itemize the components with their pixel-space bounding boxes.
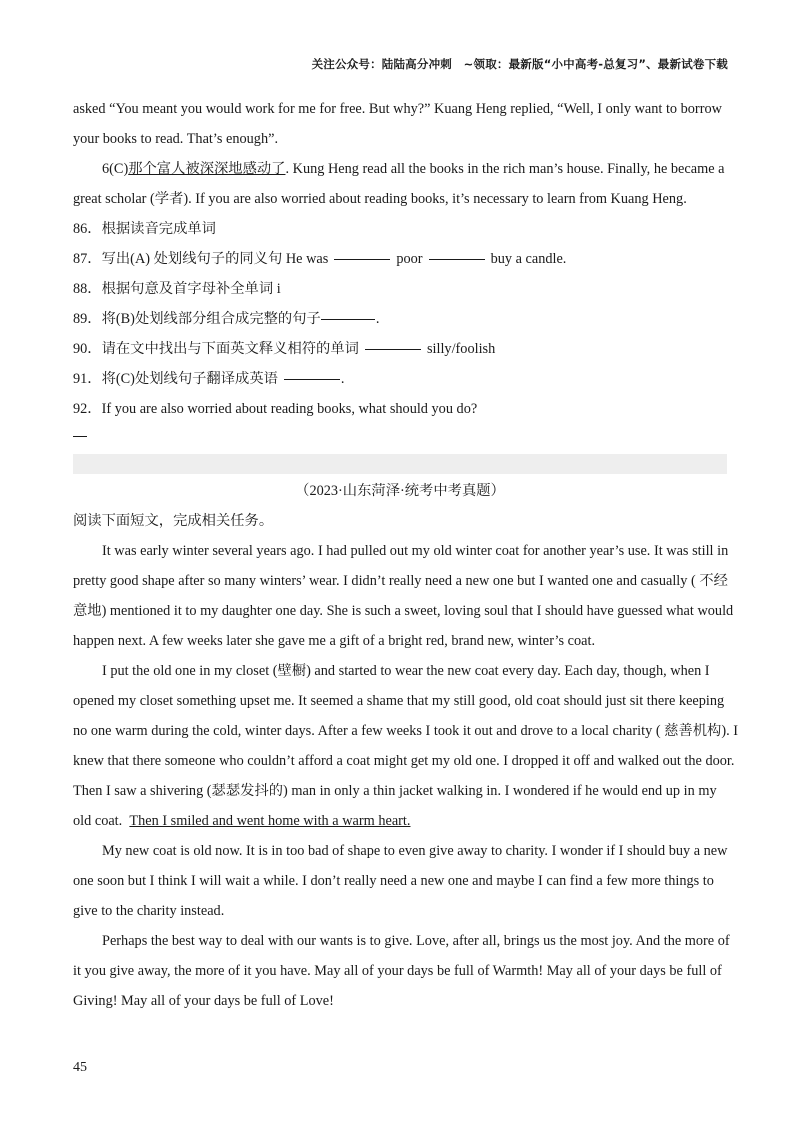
paragraph-2-text: old coat. xyxy=(73,813,123,829)
question-87-text: 87．写出(A) 处划线句子的同义句 He was xyxy=(73,251,329,267)
underlined-sentence: Then I smiled and went home with a warm heart. xyxy=(129,813,411,829)
question-92: 92．If you are also worried about reading books, what should you do? xyxy=(73,401,478,417)
passage-text: . Kung Heng read all the books in the rich man’s house. Finally, he became a xyxy=(285,161,725,177)
paragraph-1-line: It was early winter several years ago. I had pulled out my old winter coat for another year’s use. It was still in xyxy=(102,543,729,559)
answer-blank[interactable] xyxy=(284,378,340,380)
answer-line xyxy=(73,424,727,454)
question-91-text: 91．将(C)处划线句子翻译成英语 xyxy=(73,371,278,387)
paragraph-1-line: pretty good shape after so many winters’ wear. I didn’t really need a new one but I wanted one and casually ( 不经 xyxy=(73,573,728,589)
paragraph-4-line: it you give away, the more of it you have. May all of your days be full of Warmth! May all of your days be full of xyxy=(73,963,722,979)
answer-blank[interactable] xyxy=(429,258,485,260)
paragraph-2-line: opened my closet something upset me. It seemed a shame that my still good, old coat should just sit there keeping xyxy=(73,693,725,709)
question-91 xyxy=(73,364,727,394)
passage-paragraph-6 xyxy=(73,154,727,184)
question-90-definition: silly/foolish xyxy=(426,341,496,357)
question-90 xyxy=(73,334,727,364)
paragraph-3-line: one soon but I think I will wait a while. I don’t really need a new one and maybe I can find a few more things to xyxy=(73,873,714,889)
question-87 xyxy=(73,244,727,274)
passage-line: great scholar (学者). If you are also worried about reading books, it’s necessary to learn from Kuang Heng. xyxy=(73,191,687,207)
passage-line: your books to read. That’s enough”. xyxy=(73,131,279,147)
question-89 xyxy=(73,304,727,334)
paragraph-2-line: no one warm during the cold, winter days. After a few weeks I took it out and drove to a local charity ( 慈善机构). I xyxy=(73,723,739,739)
question-91-end: . xyxy=(340,371,345,387)
question-86: 86．根据读音完成单词 xyxy=(73,221,216,237)
paragraph-4-line: Giving! May all of your days be full of Love! xyxy=(73,993,334,1009)
paragraph-2-line: Then I saw a shivering (瑟瑟发抖的) man in only a thin jacket walking in. I wondered if he would end up in my xyxy=(73,783,717,799)
question-90-text: 90．请在文中找出与下面英文释义相符的单词 xyxy=(73,341,359,357)
paragraph-2-line xyxy=(73,806,727,836)
passage-line: asked “You meant you would work for me for free. But why?” Kuang Heng replied, “Well, I only want to borrow xyxy=(73,101,722,117)
section-divider xyxy=(73,454,727,474)
page-number: 45 xyxy=(73,1060,87,1075)
answer-dash xyxy=(73,436,87,437)
answer-blank[interactable] xyxy=(334,258,390,260)
answer-blank[interactable] xyxy=(365,348,421,350)
page-header: 关注公众号：陆陆高分冲刺 ~领取：最新版“小中高考-总复习”、最新试卷下载 xyxy=(311,57,728,71)
paragraph-1-line: 意地) mentioned it to my daughter one day. She is such a sweet, loving soul that I should have guessed what would xyxy=(73,603,734,619)
paragraph-2-line: knew that there someone who couldn’t afford a coat might get my old one. I dropped it off and walked out the door. xyxy=(73,753,735,769)
question-88: 88．根据句意及首字母补全单词 i xyxy=(73,281,281,297)
document-body xyxy=(73,94,739,1016)
question-89-end: . xyxy=(375,311,380,327)
paragraph-3-line: give to the charity instead. xyxy=(73,903,225,919)
question-89-text: 89．将(B)处划线部分组合成完整的句子 xyxy=(73,311,321,327)
section-instruction: 阅读下面短文，完成相关任务。 xyxy=(73,513,274,529)
question-87-text: poor xyxy=(396,251,423,267)
section-source: （2023·山东菏泽·统考中考真题） xyxy=(295,483,505,499)
question-87-text: buy a candle. xyxy=(490,251,567,267)
marker-c: 6(C) xyxy=(102,161,129,177)
paragraph-3-line: My new coat is old now. It is in too bad of shape to even give away to charity. I wonder if I should buy a new xyxy=(102,843,728,859)
underlined-sentence-c: 那个富人被深深地感动了 xyxy=(128,161,286,177)
paragraph-4-line: Perhaps the best way to deal with our wants is to give. Love, after all, brings us the most joy. And the more of xyxy=(102,933,730,949)
answer-blank[interactable] xyxy=(321,318,375,320)
paragraph-2-line: I put the old one in my closet (壁橱) and started to wear the new coat every day. Each day, though, when I xyxy=(102,663,710,679)
paragraph-1-line: happen next. A few weeks later she gave me a gift of a bright red, brand new, winter’s coat. xyxy=(73,633,596,649)
